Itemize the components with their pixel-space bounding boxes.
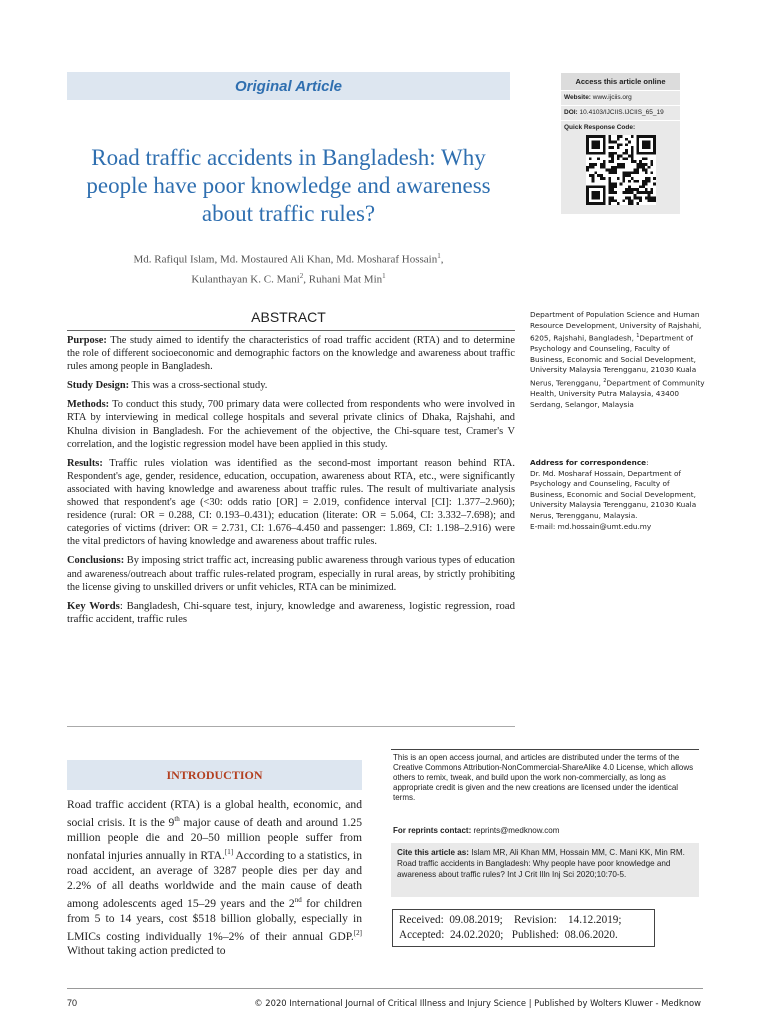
- footer-divider: [67, 988, 703, 989]
- purpose-text: The study aimed to identify the characteristics of road traffic accident (RTA) and to determine the role of different socioeconomic and demographic factors on the knowledge and awareness about traffic rules among people in Bangladesh.: [67, 335, 515, 373]
- affiliation-3: Department of Community Health, University Putra Malaysia, 43400 Serdang, Selangor, Malaysia: [530, 378, 705, 409]
- correspondence-address: Dr. Md. Mosharaf Hossain, Department of Psychology and Counseling, Faculty of Business, Economic and Social Development, University Malaysia Terengganu, 21030 Kuala Nerus, Terengganu, Malaysia.: [530, 468, 697, 520]
- article-type-label: Original Article: [235, 77, 342, 95]
- abstract-methods: [67, 398, 515, 450]
- reprints-label: For reprints contact:: [393, 826, 472, 835]
- design-label: Study Design:: [67, 380, 130, 392]
- qr-row: [561, 120, 680, 215]
- doi-row: [561, 105, 680, 120]
- article-title: Road traffic accidents in Bangladesh: Why people have poor knowledge and awareness about traffic rules?: [86, 145, 491, 226]
- access-panel-header: Access this article online: [561, 73, 680, 90]
- abstract-keywords: [67, 600, 515, 628]
- methods-label: Methods:: [67, 399, 110, 411]
- reprints-contact: [393, 826, 698, 835]
- correspondence-label: Address for correspondence: [530, 458, 647, 467]
- design-text: This was a cross-sectional study.: [129, 380, 268, 392]
- abstract-results: [67, 457, 515, 549]
- correspondence-email[interactable]: E-mail: md.hossain@umt.edu.my: [530, 521, 652, 531]
- article-type-banner: [67, 72, 510, 100]
- abstract-divider: [67, 330, 515, 331]
- intro-text: Without taking action predicted to: [67, 944, 226, 958]
- intro-text: for children from 5 to 14 years, cost $518 billion globally, especially in LMICs costing individually 1%–2% of their annual GDP.: [67, 896, 362, 943]
- correspondence-colon: :: [646, 458, 649, 467]
- citation-label: Cite this article as:: [397, 848, 469, 857]
- website-row: [561, 90, 680, 105]
- dates-received-revision: Received: 09.08.2019; Revision: 14.12.2019;: [399, 914, 622, 926]
- author-affil-sup: 1: [437, 252, 441, 260]
- ordinal-sup: th: [174, 815, 180, 823]
- authors-line1: Md. Rafiqul Islam, Md. Mostaured Ali Khan, Md. Mosharaf Hossain: [133, 253, 438, 266]
- introduction-heading: INTRODUCTION: [166, 767, 263, 782]
- reprints-email[interactable]: reprints@medknow.com: [471, 826, 560, 835]
- access-online-panel: [561, 73, 680, 214]
- authors-line2b: , Ruhani Mat Min: [303, 273, 383, 286]
- abstract-end-divider: [67, 726, 515, 727]
- affiliation-sup: 1: [636, 333, 640, 340]
- website-link[interactable]: www.ijciis.org: [592, 94, 632, 101]
- dates-accepted-published: Accepted: 24.02.2020; Published: 08.06.2020.: [399, 929, 618, 941]
- introduction-text: [67, 797, 362, 958]
- methods-text: To conduct this study, 700 primary data were collected from respondents who were involved in RTA by interviewing in medical college hospitals and several private clinics of Dhaka, Rajshahi, and Khulna division in Bangladesh. For the achievement of the objective, the Chi-square test, Cramer's V correlation, and the logistic regression model have been applied in this study.: [67, 399, 515, 450]
- intro-text: major cause of death and around 1.25 million people die and 20–50 million people suffer from nonfatal injuries annually in RTA.: [67, 815, 362, 862]
- abstract-design: [67, 379, 515, 392]
- open-access-notice: This is an open access journal, and articles are distributed under the terms of the Creative Commons Attribution-NonCommercial-ShareAlike 4.0 License, which allows others to remix, tweak, and build upon the work non-commercially, as long as appropriate credit is given and the new creations are licensed under the identical terms.: [393, 753, 694, 802]
- website-label: Website:: [564, 94, 591, 101]
- author-list: Md. Rafiqul Islam, Md. Mostaured Ali Khan, Md. Mosharaf Hossain$^1$, Kulanthayan K. C. Mani$^2$, Ruhani Mat Min$^1$: [133, 252, 444, 286]
- page-number: 70: [67, 998, 78, 1008]
- dates-box: [392, 909, 655, 947]
- keywords-text: : Bangladesh, Chi-square test, injury, knowledge and awareness, logistic regression, road traffic accident, traffic rules: [67, 599, 515, 626]
- results-text: Traffic rules violation was identified as the second-most important reason behind RTA. Respondent's age, gender, residence, education, occupation, awareness about RTA, etc., were significantly associated with having knowledge and awareness about traffic rules. The result of multivariate analysis showed that respondent's age (<30: odds ratio [OR] = 2.019, confidence interval [CI]: 1.377–2.960); residence (rural: OR = 0.288, CI: 0.193–0.431); education (literate: OR = 5.064, CI: 3.332–7.698); and categories of victims (driver: OR = 2.731, CI: 1.676–4.450 and passenger: 1.869, CI: 1.198–2.916) were the vital predictors of having knowledge and awareness about traffic rules.: [67, 457, 515, 548]
- correspondence: [530, 458, 706, 532]
- qr-label: Quick Response Code:: [564, 123, 636, 131]
- abstract-purpose: [67, 334, 515, 373]
- qr-code-icon[interactable]: [586, 135, 656, 205]
- abstract-heading: ABSTRACT: [251, 309, 326, 325]
- doi-label: DOI:: [564, 108, 578, 116]
- introduction-heading-box: [67, 760, 362, 790]
- abstract-body: [67, 334, 515, 633]
- author-affil-sup: 1: [382, 271, 386, 280]
- footer-copyright: © 2020 International Journal of Critical Illness and Injury Science | Published by Wolters Kluwer - Medknow: [254, 998, 701, 1008]
- intro-text: According to a statistics, in road accident, an average of 3287 people dies per day and 2.2% of all deaths worldwide and the main cause of death among adolescents aged 15–29 years and the 2: [67, 848, 362, 910]
- citation-box: [391, 843, 699, 897]
- intro-text: Road traffic accident (RTA) is a global health, economic, and social crisis. It is the 9: [67, 798, 362, 829]
- abstract-conclusions: [67, 554, 515, 593]
- open-access-divider: [391, 749, 699, 750]
- results-label: Results:: [67, 457, 103, 469]
- ordinal-sup: nd: [294, 895, 302, 904]
- affiliation-sup: 2: [603, 377, 607, 384]
- authors-line2a: Kulanthayan K. C. Mani: [191, 273, 300, 286]
- affiliation-2: Department of Psychology and Counseling, Faculty of Business, Economic and Social Development, University Malaysia Terengganu, 21030 Kuala Nerus, Terengganu,: [530, 333, 697, 388]
- citation-ref[interactable]: [2]: [353, 928, 362, 937]
- purpose-label: Purpose:: [67, 335, 107, 346]
- affiliation-1: Department of Population Science and Human Resource Development, University of Rajshahi, 6205, Rajshahi, Bangladesh,: [530, 310, 702, 343]
- citation-text: Islam MR, Ali Khan MM, Hossain MM, C. Mani KK, Min RM. Road traffic accidents in Bangladesh: Why people have poor knowledge and awareness about traffic rules? Int J Crit Illn Inj Sci 2020;10:70-5.: [397, 848, 685, 879]
- citation-ref[interactable]: [1]: [224, 847, 234, 856]
- doi-value[interactable]: 10.4103/IJCIIS.IJCIIS_65_19: [579, 108, 664, 116]
- conclusions-label: Conclusions:: [67, 555, 125, 567]
- author-affil-sup: 2: [299, 271, 304, 280]
- keywords-label: Key Words: [67, 599, 120, 612]
- affiliations: [530, 310, 706, 410]
- conclusions-text: By imposing strict traffic act, increasing public awareness through various types of education and awareness/outreach about traffic rules-related program, especially in rural areas, by strictly prohibiting the license giving to unskilled drivers or unfit vehicles, RTA can be minimized.: [67, 555, 515, 593]
